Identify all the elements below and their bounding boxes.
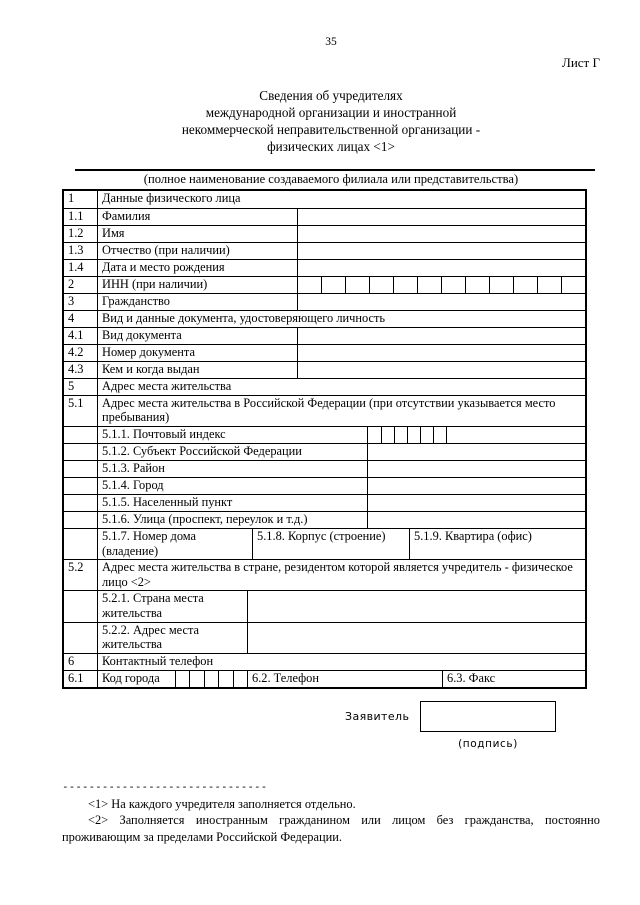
field-label: 5.1.3. Район (97, 461, 367, 477)
form-table (62, 189, 587, 689)
table-row (64, 225, 585, 242)
field-value-blank (297, 226, 585, 242)
field-label: Фамилия (97, 209, 297, 225)
field-label: Гражданство (97, 294, 297, 310)
input-box (537, 277, 561, 293)
input-box (189, 671, 203, 687)
row-number: 1.3 (68, 242, 84, 257)
table-row-postal (64, 426, 585, 443)
field-value-blank (367, 495, 585, 511)
table-row (64, 293, 585, 310)
table-row (64, 511, 585, 528)
field-value-blank (367, 444, 585, 460)
input-box (420, 427, 433, 443)
table-row (64, 653, 585, 670)
footnote-2 (62, 812, 600, 845)
row-number: 4.3 (68, 361, 84, 376)
field-label: Код города (97, 671, 175, 687)
field-label: 5.1.7. Номер дома (владение) (97, 529, 252, 559)
row-number: 1.4 (68, 259, 84, 274)
input-box (433, 427, 446, 443)
field-label: 5.2.2. Адрес места жительства (97, 623, 247, 653)
row-number-empty (64, 512, 97, 528)
table-row (64, 443, 585, 460)
input-box (407, 427, 420, 443)
row-number-empty (64, 591, 97, 621)
section-label: Адрес места жительства в Российской Федерации (при отсутствии указывается место пребывания) (97, 396, 585, 426)
field-value-blank (297, 260, 585, 276)
row-number: 4.1 (68, 327, 84, 342)
section-label: Вид и данные документа, удостоверяющего личность (97, 311, 585, 327)
input-box (417, 277, 441, 293)
form-title (62, 87, 600, 156)
footnote-2-text: Заполняется иностранным гражданином или лицом без гражданства, постоянно проживающим за пределами Российской Федерации. (62, 813, 600, 844)
field-label: 5.1.5. Населенный пункт (97, 495, 367, 511)
row-number: 4.2 (68, 344, 84, 359)
row-number-empty (64, 623, 97, 653)
section-label: Адрес места жительства (97, 379, 585, 395)
table-row (64, 327, 585, 344)
table-row (64, 310, 585, 327)
footnote-1: <1> На каждого учредителя заполняется отдельно. (88, 796, 356, 811)
row-number: 4 (68, 310, 75, 325)
table-row (64, 590, 585, 621)
table-row (64, 395, 585, 426)
table-row-phone (64, 670, 585, 687)
page-number: 35 (325, 36, 337, 48)
table-row (64, 460, 585, 477)
field-value-blank (297, 345, 585, 361)
row-number: 5.2 (68, 560, 84, 575)
phone-label: 6.2. Телефон (247, 671, 442, 687)
input-box (561, 277, 585, 293)
field-value-blank (297, 362, 585, 378)
field-label: Номер документа (97, 345, 297, 361)
input-box (381, 427, 394, 443)
input-box (204, 671, 218, 687)
footnote-2-marker: <2> (88, 813, 120, 828)
field-value-blank (297, 243, 585, 259)
input-box (393, 277, 417, 293)
table-row (64, 477, 585, 494)
field-label: 5.1.6. Улица (проспект, переулок и т.д.) (97, 512, 367, 528)
table-row-house (64, 528, 585, 559)
city-code-boxes (176, 671, 247, 687)
field-value-blank (297, 328, 585, 344)
row-number: 2 (68, 276, 75, 291)
row-number-empty (64, 444, 97, 460)
field-label: Вид документа (97, 328, 297, 344)
table-row (64, 259, 585, 276)
footnote-separator: ------------------------------- (62, 779, 268, 793)
table-row (64, 361, 585, 378)
field-label: 5.1.9. Квартира (офис) (409, 529, 585, 559)
table-row (64, 208, 585, 225)
section-label: Адрес места жительства в стране, резидентом которой является учредитель - физическое лицо <2> (97, 560, 585, 590)
form-title-line: Сведения об учредителях (259, 88, 403, 103)
input-box (233, 671, 247, 687)
signature-box (420, 701, 556, 732)
field-value-blank (297, 209, 585, 225)
input-box (176, 671, 189, 687)
row-number-empty (64, 495, 97, 511)
field-label: Имя (97, 226, 297, 242)
field-label: 5.1.4. Город (97, 478, 367, 494)
row-number: 1 (68, 190, 75, 205)
row-number: 1.1 (68, 208, 84, 223)
row-number: 1.2 (68, 225, 84, 240)
form-title-line: физических лицах <1> (267, 139, 395, 155)
table-row (64, 191, 585, 208)
section-label: Данные физического лица (97, 191, 585, 208)
sheet-label: Лист Г (562, 55, 600, 70)
row-number-empty (64, 461, 97, 477)
form-title-line: международной организации и иностранной (205, 105, 457, 121)
row-number: 5 (68, 378, 75, 393)
row-number: 6 (68, 653, 75, 668)
table-row (64, 344, 585, 361)
field-label: Кем и когда выдан (97, 362, 297, 378)
input-box (441, 277, 465, 293)
field-label: Дата и место рождения (97, 260, 297, 276)
field-value-blank (247, 623, 585, 653)
inn-boxes-cell (297, 277, 585, 293)
section-label: Контактный телефон (97, 654, 585, 670)
input-box (218, 671, 232, 687)
field-value-blank (297, 294, 585, 310)
row-number-empty (64, 478, 97, 494)
form-title-line: некоммерческой неправительственной организации - (181, 122, 481, 138)
field-label: 5.1.1. Почтовый индекс (97, 427, 367, 443)
table-row (64, 622, 585, 653)
city-code-boxes-cell (175, 671, 247, 687)
field-label: Отчество (при наличии) (97, 243, 297, 259)
row-number-empty (64, 427, 97, 443)
org-name-line (62, 169, 600, 187)
postal-index-boxes (368, 427, 447, 443)
field-value-blank (247, 591, 585, 621)
row-number: 6.1 (68, 670, 84, 685)
input-box (489, 277, 513, 293)
input-box (345, 277, 369, 293)
field-value-blank (367, 512, 585, 528)
field-value-blank (367, 478, 585, 494)
row-number: 3 (68, 293, 75, 308)
input-box (465, 277, 489, 293)
input-box (368, 427, 381, 443)
signature-caption: (подпись) (458, 737, 518, 750)
footnotes (62, 796, 600, 845)
table-row (64, 378, 585, 395)
input-box (298, 277, 321, 293)
input-box (369, 277, 393, 293)
table-row (64, 242, 585, 259)
org-name-caption: (полное наименование создаваемого филиала или представительства) (143, 171, 519, 186)
field-label: 5.1.2. Субъект Российской Федерации (97, 444, 367, 460)
signature-block (62, 701, 600, 771)
field-label: 5.2.1. Страна места жительства (97, 591, 247, 621)
input-box (513, 277, 537, 293)
table-row (64, 559, 585, 590)
field-value-blank (367, 461, 585, 477)
table-row (64, 494, 585, 511)
postal-boxes-cell (367, 427, 585, 443)
inn-digit-boxes (298, 277, 585, 293)
input-box (321, 277, 345, 293)
field-label: ИНН (при наличии) (97, 277, 297, 293)
fax-label: 6.3. Факс (442, 671, 585, 687)
input-box (394, 427, 407, 443)
field-label: 5.1.8. Корпус (строение) (252, 529, 409, 559)
applicant-label: Заявитель (345, 709, 410, 723)
row-number-empty (64, 529, 97, 559)
org-name-underline (75, 169, 595, 171)
table-row-inn (64, 276, 585, 293)
row-number: 5.1 (68, 395, 84, 410)
